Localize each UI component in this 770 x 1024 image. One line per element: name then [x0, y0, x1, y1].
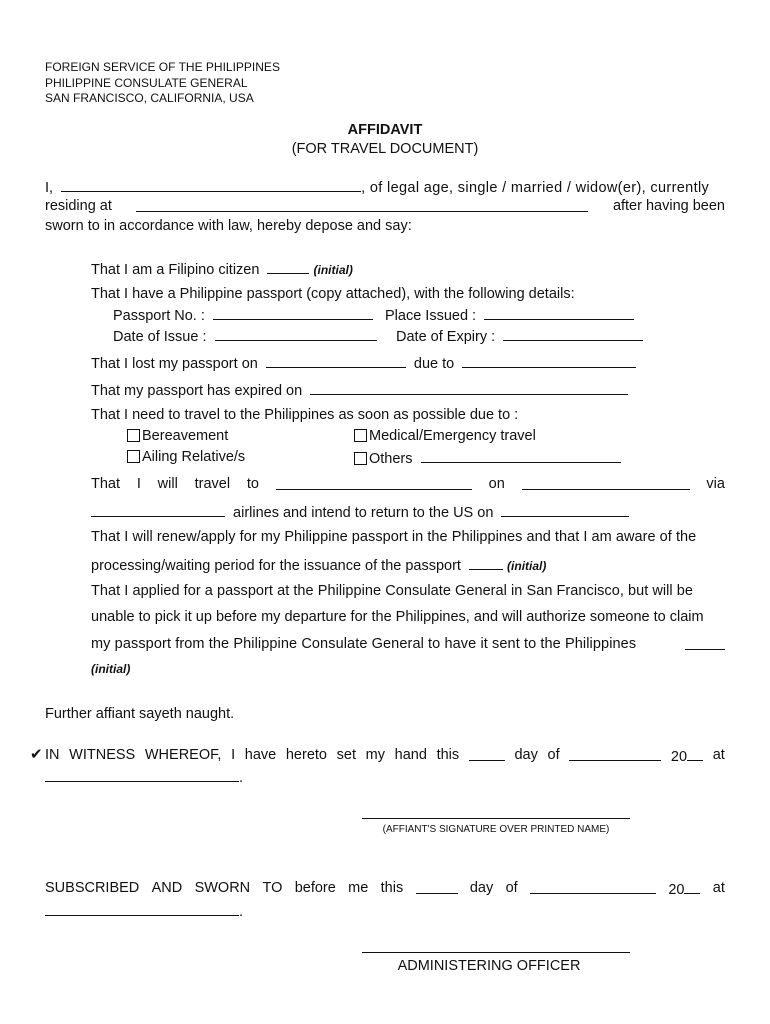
sworn-line-2: .	[45, 902, 243, 920]
sworn-month-field[interactable]	[530, 880, 656, 894]
letterhead	[45, 60, 280, 107]
officer-signature-line[interactable]	[362, 952, 630, 953]
witness-line-1: IN WITNESS WHEREOF, I have hereto set my hand this day of 20 at	[45, 747, 725, 765]
medical-checkbox[interactable]	[354, 429, 367, 442]
renew-line-1: That I will renew/apply for my Philippine passport in the Philippines and that I am aware of the	[91, 529, 697, 545]
intro-line-3: sworn to in accordance with law, hereby depose and say:	[45, 218, 412, 234]
ailing-relative-checkbox[interactable]	[127, 450, 140, 463]
residence-field[interactable]	[136, 198, 588, 212]
expired-statement: That my passport has expired on	[91, 381, 628, 399]
travel-line-2: airlines and intend to return to the US on	[91, 503, 629, 521]
lost-date-field[interactable]	[266, 354, 406, 368]
airline-field[interactable]	[91, 503, 225, 517]
option-bereavement[interactable]: Bereavement	[127, 428, 228, 444]
affiant-signature-label: (AFFIANT'S SIGNATURE OVER PRINTED NAME)	[382, 824, 610, 835]
date-of-expiry-row: Date of Expiry :	[396, 327, 643, 345]
witness-day-field[interactable]	[469, 747, 505, 761]
option-others[interactable]: Others	[354, 449, 621, 467]
travel-destination-field[interactable]	[276, 476, 472, 490]
applied-line-1: That I applied for a passport at the Philippine Consulate General in San Francisco, but will be	[91, 583, 694, 599]
name-field[interactable]	[61, 178, 361, 192]
intro-line-1: I, , of legal age, single / married / widow(er), currently	[45, 180, 710, 196]
document-title: AFFIDAVIT	[347, 122, 423, 138]
document-subtitle: (FOR TRAVEL DOCUMENT)	[291, 141, 479, 157]
applied-line-2: unable to pick it up before my departure for the Philippines, and will authorize someone to claim	[91, 609, 704, 625]
sworn-day-field[interactable]	[416, 880, 458, 894]
others-checkbox[interactable]	[354, 452, 367, 465]
witness-month-field[interactable]	[569, 747, 661, 761]
place-issued-row: Place Issued :	[385, 306, 634, 324]
travel-line-1: That I will travel to on via	[91, 476, 725, 492]
passport-statement: That I have a Philippine passport (copy attached), with the following details:	[91, 286, 575, 302]
travel-need-statement: That I need to travel to the Philippines as soon as possible due to :	[91, 407, 519, 423]
passport-no-field[interactable]	[213, 306, 373, 320]
option-ailing-relative[interactable]: Ailing Relative/s	[127, 449, 245, 465]
applied-line-3: my passport from the Philippine Consulate General to have it sent to the Philippines	[91, 636, 725, 652]
renew-line-2: processing/waiting period for the issuance of the passport (initial)	[91, 558, 547, 574]
date-of-expiry-field[interactable]	[503, 327, 643, 341]
expired-date-field[interactable]	[310, 381, 628, 395]
renew-initial-field[interactable]	[469, 556, 503, 570]
passport-no-row: Passport No. :	[113, 306, 373, 324]
checkmark-icon: ✔	[30, 746, 43, 763]
witness-line-2: .	[45, 768, 243, 786]
citizen-statement: That I am a Filipino citizen (initial)	[91, 262, 353, 278]
sworn-year-field[interactable]	[684, 880, 700, 894]
further-statement: Further affiant sayeth naught.	[45, 706, 235, 722]
date-of-issue-field[interactable]	[215, 327, 377, 341]
letterhead-line-1: FOREIGN SERVICE OF THE PHILIPPINES	[45, 60, 280, 74]
intro-line-2: residing at after having been	[45, 198, 725, 214]
applied-initial-label: (initial)	[91, 662, 131, 676]
sworn-line-1: SUBSCRIBED AND SWORN TO before me this day of 20 at	[45, 880, 725, 898]
sworn-place-field[interactable]	[45, 902, 239, 916]
citizen-initial-field[interactable]	[267, 260, 309, 274]
option-medical[interactable]: Medical/Emergency travel	[354, 428, 536, 444]
applied-initial-field[interactable]	[685, 636, 725, 650]
officer-label: ADMINISTERING OFFICER	[397, 958, 581, 974]
lost-statement: That I lost my passport on due to	[91, 354, 636, 372]
return-date-field[interactable]	[501, 503, 629, 517]
lost-reason-field[interactable]	[462, 354, 636, 368]
others-field[interactable]	[421, 449, 621, 463]
date-of-issue-row: Date of Issue :	[113, 327, 377, 345]
bereavement-checkbox[interactable]	[127, 429, 140, 442]
letterhead-line-3: SAN FRANCISCO, CALIFORNIA, USA	[45, 91, 254, 105]
place-issued-field[interactable]	[484, 306, 634, 320]
travel-date-field[interactable]	[522, 476, 690, 490]
affiant-signature-line[interactable]	[362, 818, 630, 819]
witness-year-field[interactable]	[687, 747, 703, 761]
letterhead-line-2: PHILIPPINE CONSULATE GENERAL	[45, 75, 248, 90]
witness-place-field[interactable]	[45, 768, 239, 782]
